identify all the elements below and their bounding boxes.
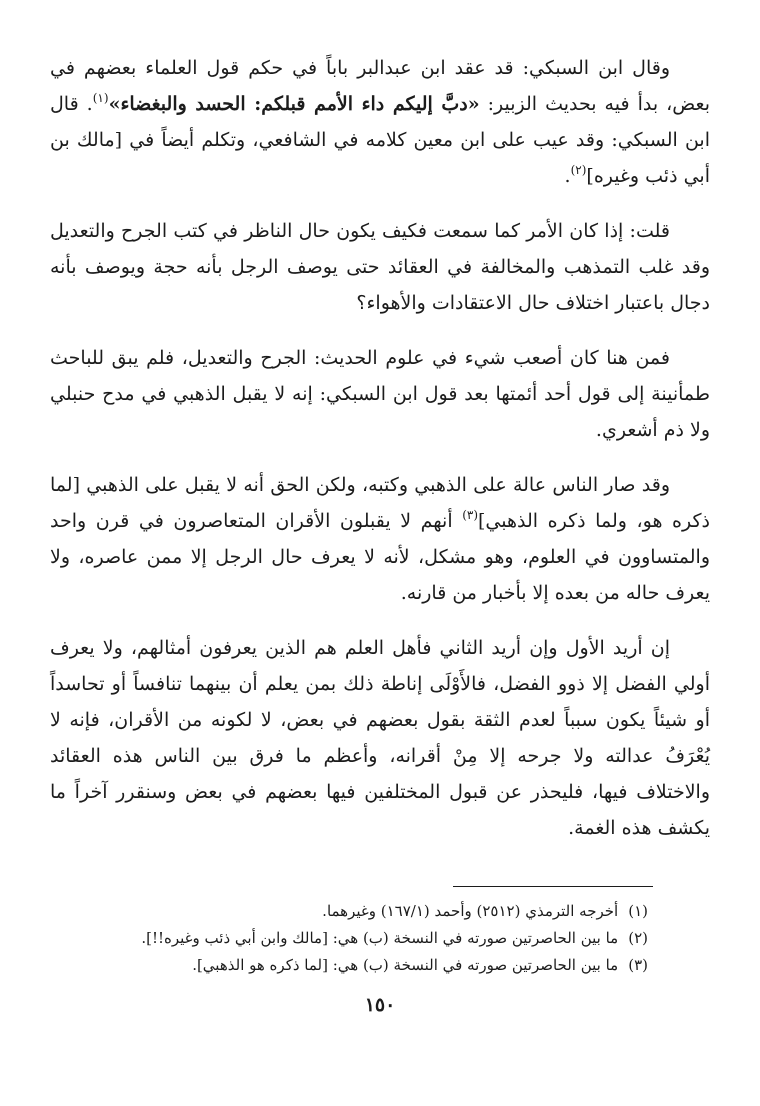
footnote-2-text: ما بين الحاصرتين صورته في النسخة (ب) هي: [مالك وابن أبي ذئب وغيره!!]. [141, 929, 619, 947]
footnote-divider [453, 886, 653, 887]
footnote-2 [80, 925, 648, 952]
footnote-1-number: (١) [628, 902, 648, 920]
footnote-ref-2: (٢) [570, 163, 587, 177]
paragraph-1 [50, 50, 710, 194]
paragraph-1-text-b: . قال ابن السبكي: وقد عيب على ابن معين كلامه في الشافعي، وتكلم أيضاً في [مالك بن أبي ذئب وغيره] [50, 93, 710, 187]
paragraph-1-text-c: . [564, 165, 571, 187]
paragraph-1-text-a: وقال ابن السبكي: قد عقد ابن عبدالبر باباً في حكم قول العلماء بعضهم في بعض، بدأ فيه بحديث الزبير: [50, 57, 710, 115]
paragraph-2: قلت: إذا كان الأمر كما سمعت فكيف يكون حال الناظر في كتب الجرح والتعديل وقد غلب التمذهب والمخالفة في العقائد حتى يوصف الرجل بأنه حجة ويوصف بأنه دجال باعتبار اختلاف حال الاعتقادات والأهواء؟ [50, 220, 710, 314]
footnote-ref-1: (١) [92, 91, 109, 105]
paragraph-5: إن أريد الأول وإن أريد الثاني فأهل العلم هم الذين يعرفون أمثالهم، ولا يعرف أولي الفضل إلا ذوو الفضل، فالأَوْلَى إناطة ذلك بمن يعلم أن بينهما تنافساً أو تحاسداً أو شيئاً يكون سبباً لعدم الثقة بقول بعضهم في بعض، لا لكونه من الأقران، فإنه لا يُعْرَفُ عدالته ولا جرحه إلا مِنْ أقرانه، وأعظم ما فرق بين الناس هذه العقائد والاختلاف فيها، فليحذر عن قبول المختلفين فيها بعضهم في بعض وسنقرر آخراً ما يكشف هذه الغمة. [50, 637, 710, 839]
page-number: ١٥٠ [364, 994, 396, 1016]
footnote-3-text: ما بين الحاصرتين صورته في النسخة (ب) هي: [لما ذكره هو الذهبي]. [192, 956, 619, 974]
footnote-1-text: أخرجه الترمذي (٢٥١٢) وأحمد (١٦٧/١) وغيرهما. [322, 902, 619, 920]
paragraph-4 [50, 467, 710, 611]
paragraph-4-text-a: وقد صار الناس عالة على الذهبي وكتبه، ولكن الحق أنه لا يقبل على الذهبي [لما ذكره هو، ولما ذكره الذهبي] [50, 474, 710, 532]
paragraph-3: فمن هنا كان أصعب شيء في علوم الحديث: الجرح والتعديل، فلم يبق للباحث طمأنينة إلى قول أحد أئمتها بعد قول ابن السبكي: إنه لا يقبل الذهبي في مدح حنبلي ولا ذم أشعري. [50, 347, 710, 441]
hadith-quote: «دبَّ إليكم داء الأمم قبلكم: الحسد والبغضاء» [108, 93, 480, 115]
paragraph-4-text-b: أنهم لا يقبلون الأقران المتعاصرون في قرن واحد والمتساوون في العلوم، وهو مشكل، لأنه لا يعرف حال الرجل إلا ممن عاصره، ولا يعرف حاله من بعده إلا بأخبار من قارنه. [50, 510, 710, 604]
footnote-1 [80, 898, 648, 925]
footnotes [80, 898, 648, 979]
footnote-ref-3: (٣) [462, 508, 479, 522]
footnote-3 [80, 952, 648, 979]
footnote-2-number: (٢) [628, 929, 648, 947]
footnote-3-number: (٣) [628, 956, 648, 974]
